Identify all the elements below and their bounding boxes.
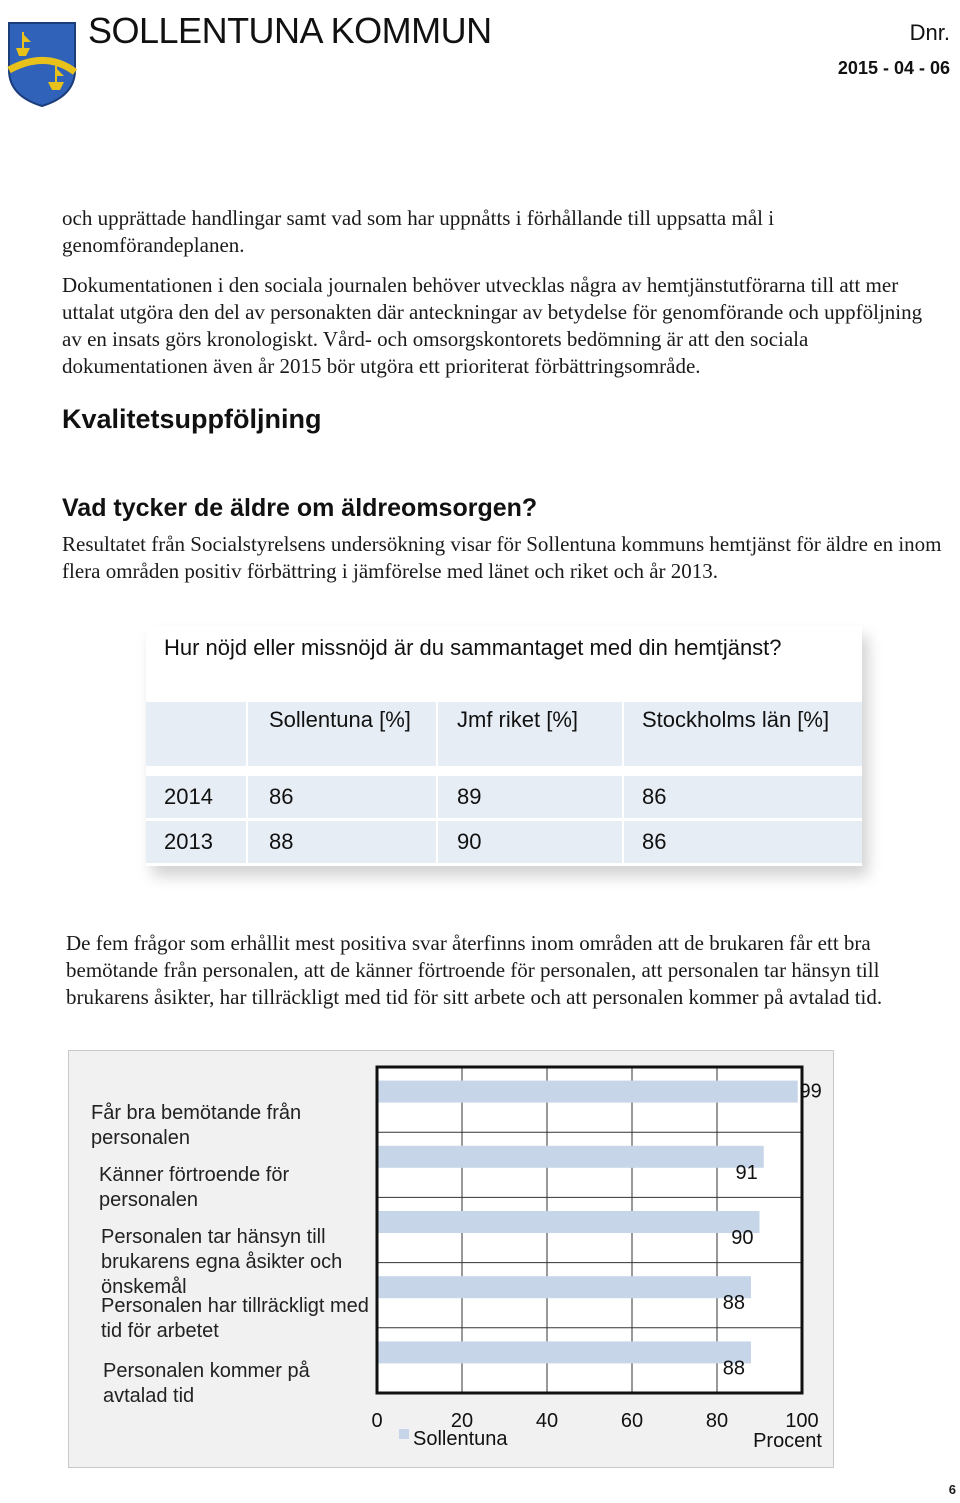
cell-sollentuna: 88	[269, 829, 294, 854]
data-label: 99	[799, 1080, 822, 1103]
bar	[378, 1341, 751, 1363]
page-number: 6	[948, 1482, 956, 1497]
cell-stockholms-lan: 86	[642, 829, 667, 854]
bar	[378, 1211, 760, 1233]
legend-label: Sollentuna	[413, 1428, 508, 1450]
document-date: 2015 - 04 - 06	[837, 58, 950, 78]
satisfaction-table	[146, 626, 862, 866]
category-label: Känner förtroende för personalen	[99, 1164, 290, 1211]
data-label: 90	[731, 1227, 754, 1249]
category-label: Personalen tar hänsyn till brukarens egna åsikter och önskemål	[101, 1226, 343, 1298]
paragraph-1: och upprättade handlingar samt vad som har uppnåtts i förhållande till uppsatta mål i genomförandeplanen.	[62, 206, 775, 257]
paragraph-2: Dokumentationen i den sociala journalen behöver utvecklas några av hemtjänstutförarna till att mer uttalat utgöra den del av personakten där anteckningar av betydelse för genomförande och uppföljning av en insats görs kronologiskt. Vård- och omsorgskontorets bedömning är att den sociala dokumentationen även år 2015 bör utgöra ett prioriterat förbättringsområde.	[62, 273, 923, 378]
table-row	[146, 776, 862, 818]
data-label: 88	[722, 1357, 745, 1380]
tick-label: 40	[535, 1410, 559, 1432]
tick-label: 80	[705, 1410, 729, 1432]
row-year: 2014	[164, 784, 213, 809]
organization-name: SOLLENTUNA KOMMUN	[88, 10, 492, 51]
category-label: Personalen kommer på avtalad tid	[103, 1360, 310, 1407]
heading-vad-tycker: Vad tycker de äldre om äldreomsorgen?	[62, 494, 538, 522]
cell-sollentuna: 86	[269, 784, 294, 809]
data-label: 91	[735, 1161, 758, 1184]
bar	[378, 1081, 798, 1103]
bar	[378, 1146, 764, 1168]
cell-jmf-riket: 90	[457, 829, 482, 854]
row-year: 2013	[164, 829, 213, 854]
tick-label: 60	[620, 1410, 644, 1432]
header-sollentuna: Sollentuna [%]	[269, 707, 411, 732]
bar-chart	[68, 1050, 834, 1468]
legend-swatch	[399, 1429, 409, 1439]
dnr-label: Dnr.	[909, 20, 950, 45]
table-title: Hur nöjd eller missnöjd är du sammantaget med din hemtjänst?	[164, 635, 782, 660]
column-divider	[436, 702, 438, 863]
bar	[378, 1276, 751, 1298]
category-label: Får bra bemötande från personalen	[91, 1102, 302, 1149]
table-header-row	[146, 702, 862, 766]
header-jmf-riket: Jmf riket [%]	[457, 707, 579, 732]
tick-label: 100	[785, 1410, 819, 1432]
paragraph-3: Resultatet från Socialstyrelsens undersökning visar för Sollentuna kommuns hemtjänst för äldre en inom flera områden positiv förbättring i jämförelse med länet och riket och år 2013.	[62, 532, 942, 583]
tick-label: 0	[371, 1410, 383, 1432]
column-divider	[246, 702, 248, 863]
tick-label: 20	[450, 1410, 474, 1432]
paragraph-4: De fem frågor som erhållit mest positiva svar återfinns inom områden att de brukaren får ett bra bemötande från personalen, att de känner förtroende för personalen, att personalen tar hänsyn till brukarens åsikter, har tillräckligt med tid för sitt arbete och att personalen kommer på avtalad tid.	[66, 931, 883, 1009]
cell-jmf-riket: 89	[457, 784, 482, 809]
category-label: Personalen har tillräckligt med tid för arbetet	[101, 1295, 369, 1342]
municipality-crest-logo	[6, 20, 78, 108]
column-divider	[622, 702, 624, 863]
cell-stockholms-lan: 86	[642, 784, 667, 809]
x-axis-label: Procent	[753, 1430, 822, 1452]
chart-plot	[69, 1051, 835, 1469]
header-stockholms-lan: Stockholms län [%]	[642, 707, 830, 732]
heading-kvalitetsuppfoljning: Kvalitetsuppföljning	[62, 404, 322, 434]
data-label: 88	[722, 1292, 745, 1315]
table-row	[146, 821, 862, 863]
